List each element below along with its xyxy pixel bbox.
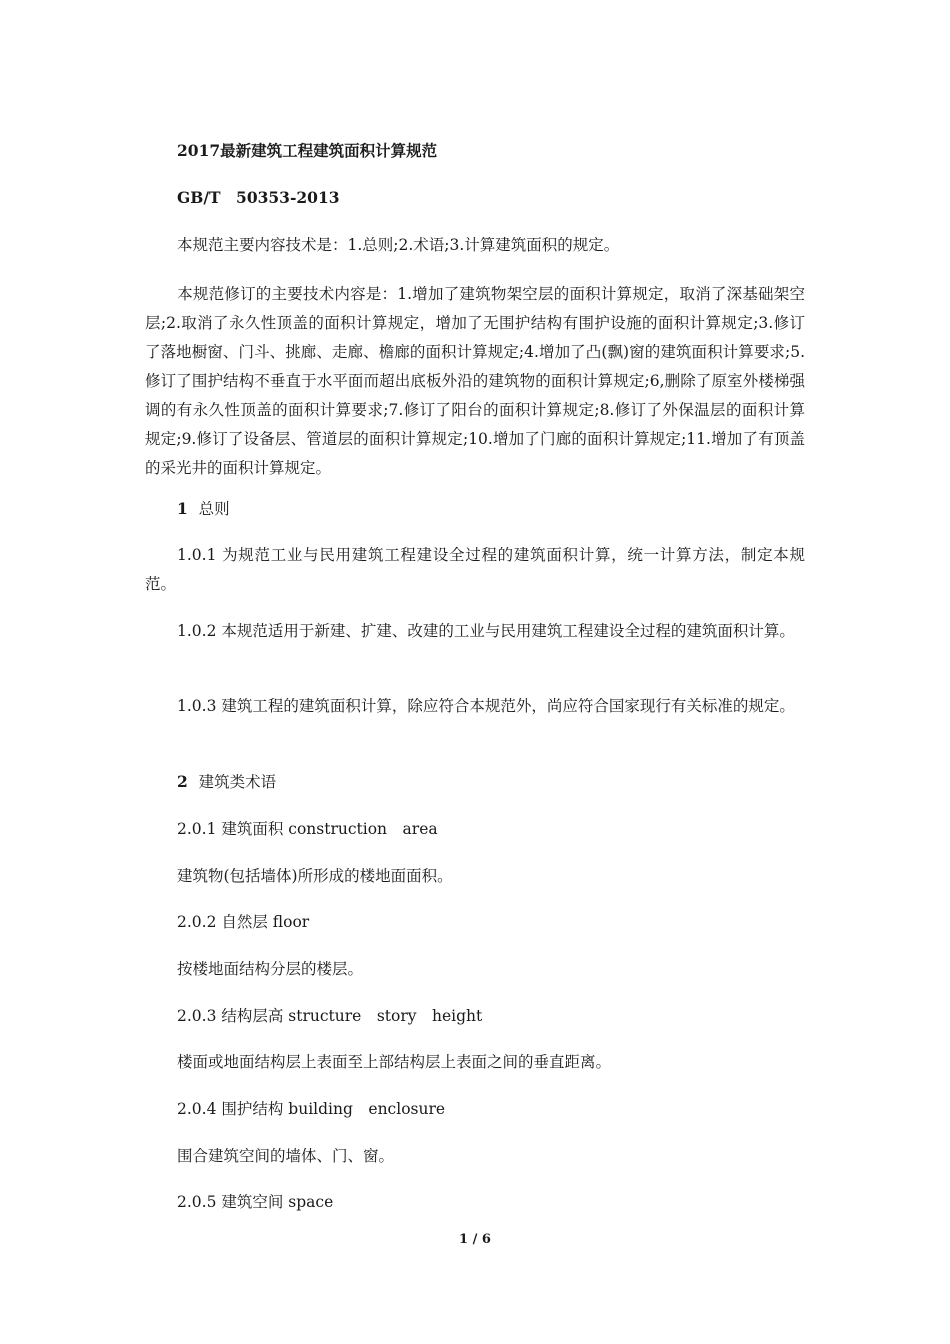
term-2-0-1-heading: 2.0.1 建筑面积 construction area <box>177 820 438 838</box>
clause-1-0-2-text: 1.0.2 本规范适用于新建、扩建、改建的工业与民用建筑工程建设全过程的建筑面积计算。 <box>177 622 795 640</box>
term-2-0-1-definition: 建筑物(包括墙体)所形成的楼地面面积。 <box>177 867 453 885</box>
document-title: 2017最新建筑工程建筑面积计算规范 <box>177 141 438 160</box>
standard-code: GB/T 50353-2013 <box>177 188 340 207</box>
term-2-0-5-heading: 2.0.5 建筑空间 space <box>177 1193 334 1211</box>
section-1-number: 1 <box>177 499 188 518</box>
section-1-title: 总则 <box>198 500 230 518</box>
intro-paragraph-2-text: 本规范修订的主要技术内容是：1.增加了建筑物架空层的面积计算规定，取消了深基础架空层;2.取消了永久性顶盖的面积计算规定，增加了无围护结构有围护设施的面积计算规定;3.修订了落地橱窗、门斗、挑廊、走廊、檐廊的面积计算规定;4.增加了凸(飘)窗的建筑面积计算要求;5.修订了围护结构不垂直于水平面而超出底板外沿的建筑物的面积计算规定;6,删除了原室外楼梯强调的有永久性顶盖的面积计算要求;7.修订了阳台的面积计算规定;8.修订了外保温层的面积计算规定;9.修订了设备层、管道层的面积计算规定;10.增加了门廊的面积计算规定;11.增加了有顶盖的采光井的面积计算规定。 <box>145 285 805 477</box>
term-2-0-4-heading: 2.0.4 围护结构 building enclosure <box>177 1100 446 1118</box>
term-2-0-2-definition: 按楼地面结构分层的楼层。 <box>177 960 364 978</box>
intro-paragraph-1: 本规范主要内容技术是：1.总则;2.术语;3.计算建筑面积的规定。 <box>177 236 620 254</box>
term-2-0-4-definition: 围合建筑空间的墙体、门、窗。 <box>177 1147 395 1165</box>
clause-1-0-3-text: 1.0.3 建筑工程的建筑面积计算，除应符合本规范外，尚应符合国家现行有关标准的规定。 <box>177 697 795 715</box>
section-2-title: 建筑类术语 <box>198 773 277 791</box>
term-2-0-3-definition: 楼面或地面结构层上表面至上部结构层上表面之间的垂直距离。 <box>177 1053 612 1071</box>
term-2-0-2-heading: 2.0.2 自然层 floor <box>177 913 310 931</box>
section-1-heading <box>177 499 230 519</box>
section-2-number: 2 <box>177 772 188 791</box>
intro-paragraph-2 <box>145 280 805 483</box>
clause-1-0-1-text: 1.0.1 为规范工业与民用建筑工程建设全过程的建筑面积计算，统一计算方法，制定本规范。 <box>145 546 805 593</box>
term-2-0-3-heading: 2.0.3 结构层高 structure story height <box>177 1007 483 1025</box>
clause-1-0-2 <box>145 617 805 646</box>
section-2-heading <box>177 772 276 792</box>
page-indicator: 1 / 6 <box>459 1232 491 1247</box>
clause-1-0-1 <box>145 541 805 599</box>
clause-1-0-3 <box>145 692 805 721</box>
